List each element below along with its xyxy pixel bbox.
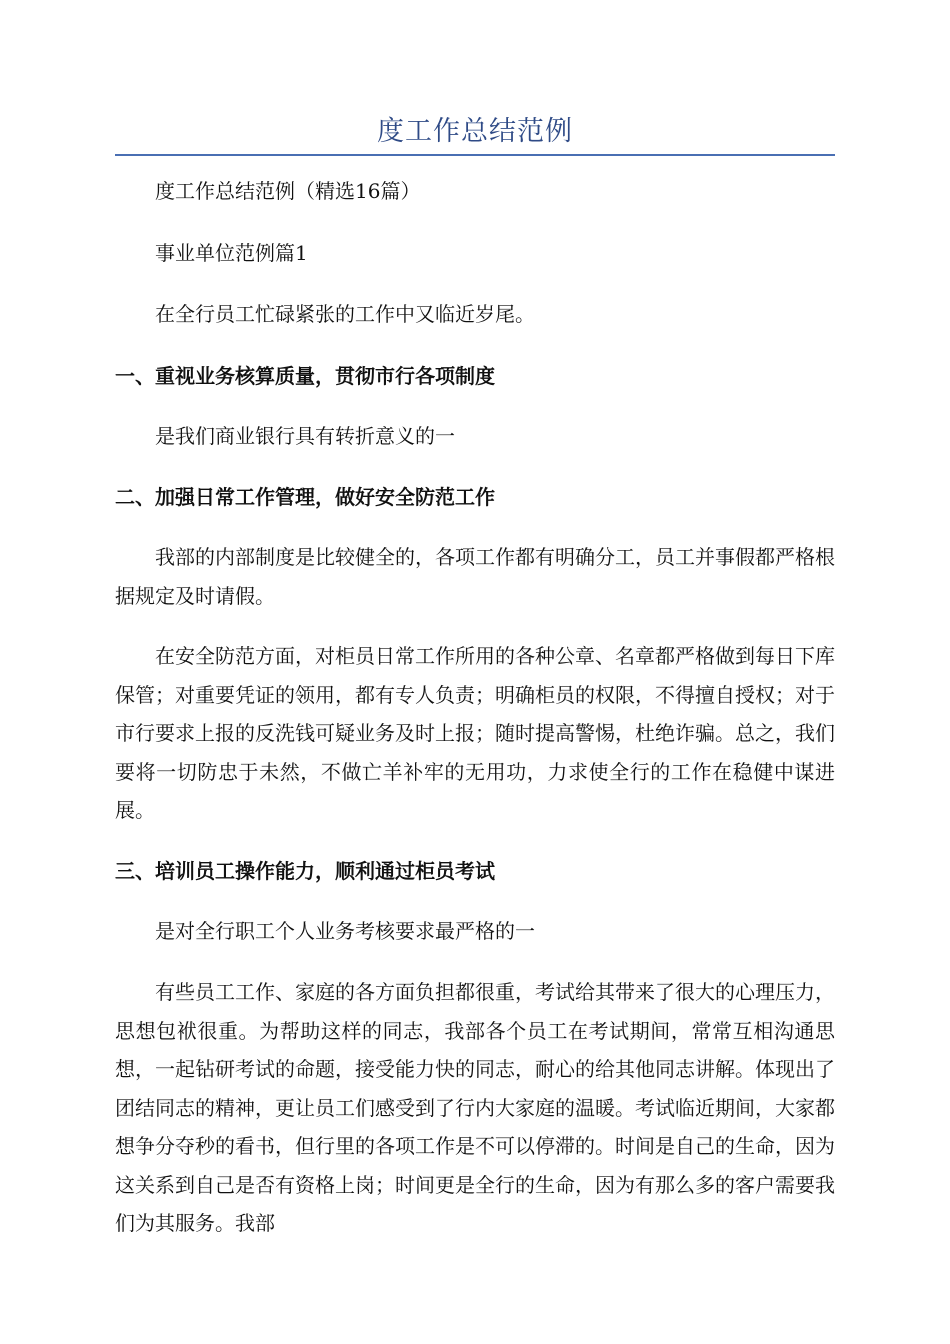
body-paragraph: 我部的内部制度是比较健全的，各项工作都有明确分工，员工并事假都严格根据规定及时请假。 [115,545,835,608]
intro-paragraph: 在全行员工忙碌紧张的工作中又临近岁尾。 [155,302,535,326]
body-paragraph: 有些员工工作、家庭的各方面负担都很重，考试给其带来了很大的心理压力，思想包袱很重。为帮助这样的同志，我部各个员工在考试期间，常常互相沟通思想，一起钻研考试的命题，接受能力快的同志，耐心的给其他同志讲解。体现出了团结同志的精神，更让员工们感受到了行内大家庭的温暖。考试临近期间，大家都想争分夺秒的看书，但行里的各项工作是不可以停滞的。时间是自己的生命，因为这关系到自己是否有资格上岗；时间更是全行的生命，因为有那么多的客户需要我们为其服务。我部 [115,980,835,1235]
section-heading-2: 二、加强日常工作管理，做好安全防范工作 [115,485,495,509]
title-underline [115,154,835,156]
section-label-paragraph: 事业单位范例篇1 [155,240,308,265]
body-paragraph: 是我们商业银行具有转折意义的一 [155,423,455,448]
section-heading-1: 一、重视业务核算质量，贯彻市行各项制度 [115,363,495,388]
section-heading-3: 三、培训员工操作能力，顺利通过柜员考试 [115,858,495,883]
body-paragraph: 是对全行职工个人业务考核要求最严格的一 [155,918,535,943]
subtitle-paragraph: 度工作总结范例（精选16篇） [155,179,421,203]
document-body [115,172,835,1265]
body-paragraph: 在安全防范方面，对柜员日常工作所用的各种公章、名章都严格做到每日下库保管；对重要凭证的领用，都有专人负责；明确柜员的权限，不得擅自授权；对于市行要求上报的反洗钱可疑业务及时上报；随时提高警惕，杜绝诈骗。总之，我们要将一切防忠于未然，不做亡羊补牢的无用功，力求使全行的工作在稳健中谋进展。 [115,644,835,822]
document-title: 度工作总结范例 [377,116,573,147]
